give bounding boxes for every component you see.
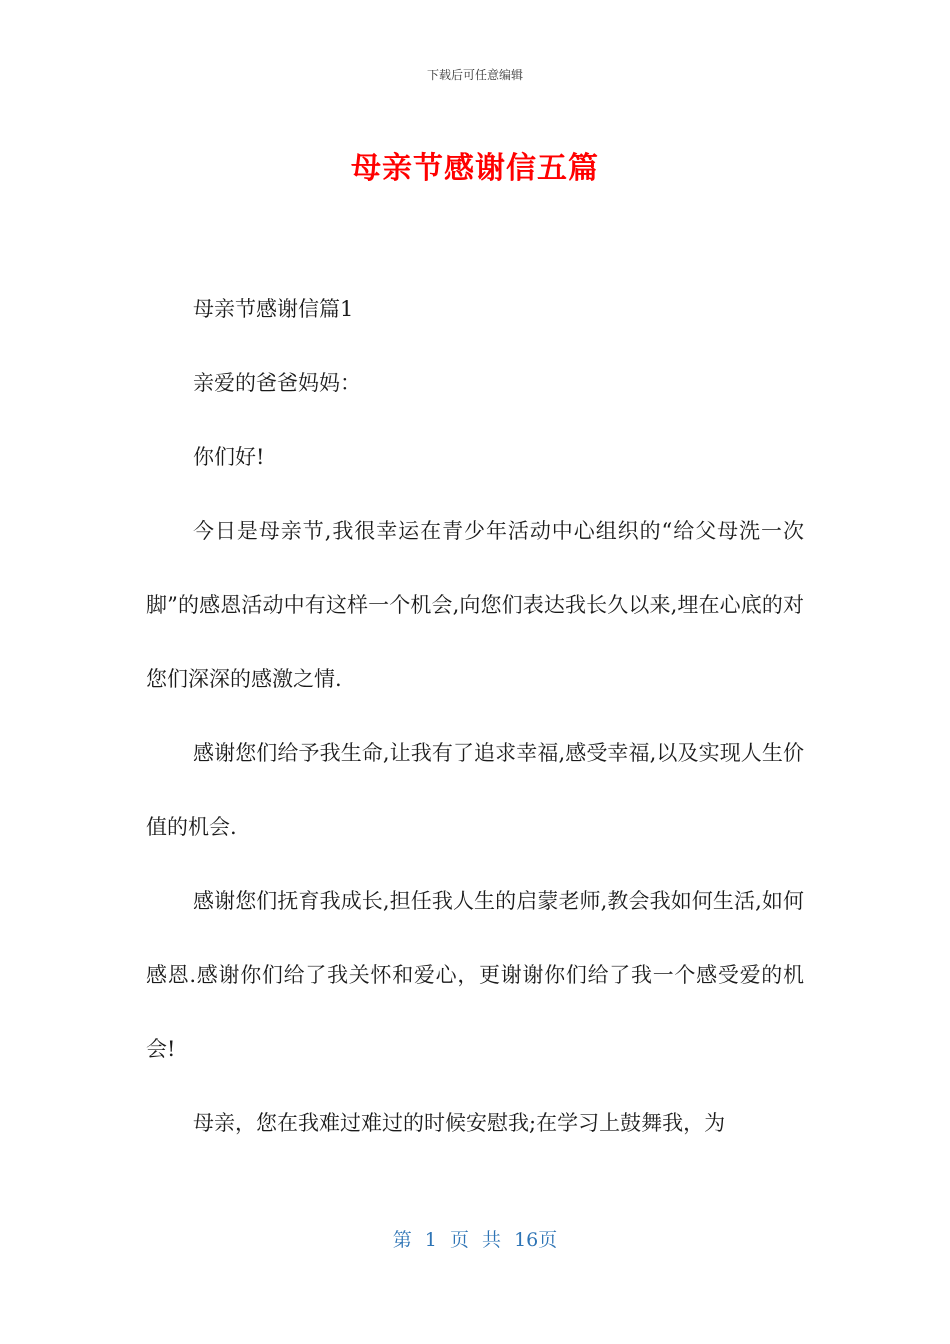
page-header-note: 下载后可任意编辑: [426, 68, 523, 82]
page-footer: [0, 1225, 950, 1252]
body-paragraph: 感谢您们抚育我成长,担任我人生的启蒙老师,教会我如何生活,如何感恩.感谢你们给了我关怀和爱心，更谢谢你们给了我一个感受爱的机会!: [146, 889, 804, 1061]
page-total-prefix: 共: [482, 1229, 502, 1251]
salutation: 亲爱的爸爸妈妈：: [193, 371, 361, 395]
page-current-number: 1: [424, 1229, 437, 1251]
greeting: 你们好!: [193, 445, 265, 469]
body-paragraph: 母亲，您在我难过难过的时候安慰我;在学习上鼓舞我，为: [193, 1111, 726, 1135]
page-label-prefix: 第: [392, 1229, 412, 1251]
body-paragraph: 今日是母亲节,我很幸运在青少年活动中心组织的“给父母洗一次脚”的感恩活动中有这样一个机会,向您们表达我长久以来,埋在心底的对您们深深的感激之情.: [146, 519, 804, 691]
document-body: [146, 272, 804, 1160]
document-title: 母亲节感谢信五篇: [351, 151, 599, 186]
body-paragraph: 感谢您们给予我生命,让我有了追求幸福,感受幸福,以及实现人生价值的机会.: [146, 741, 804, 839]
section-heading: 母亲节感谢信篇1: [193, 297, 354, 321]
page-total: 16页: [514, 1229, 558, 1251]
page-label-mid: 页: [449, 1229, 469, 1251]
